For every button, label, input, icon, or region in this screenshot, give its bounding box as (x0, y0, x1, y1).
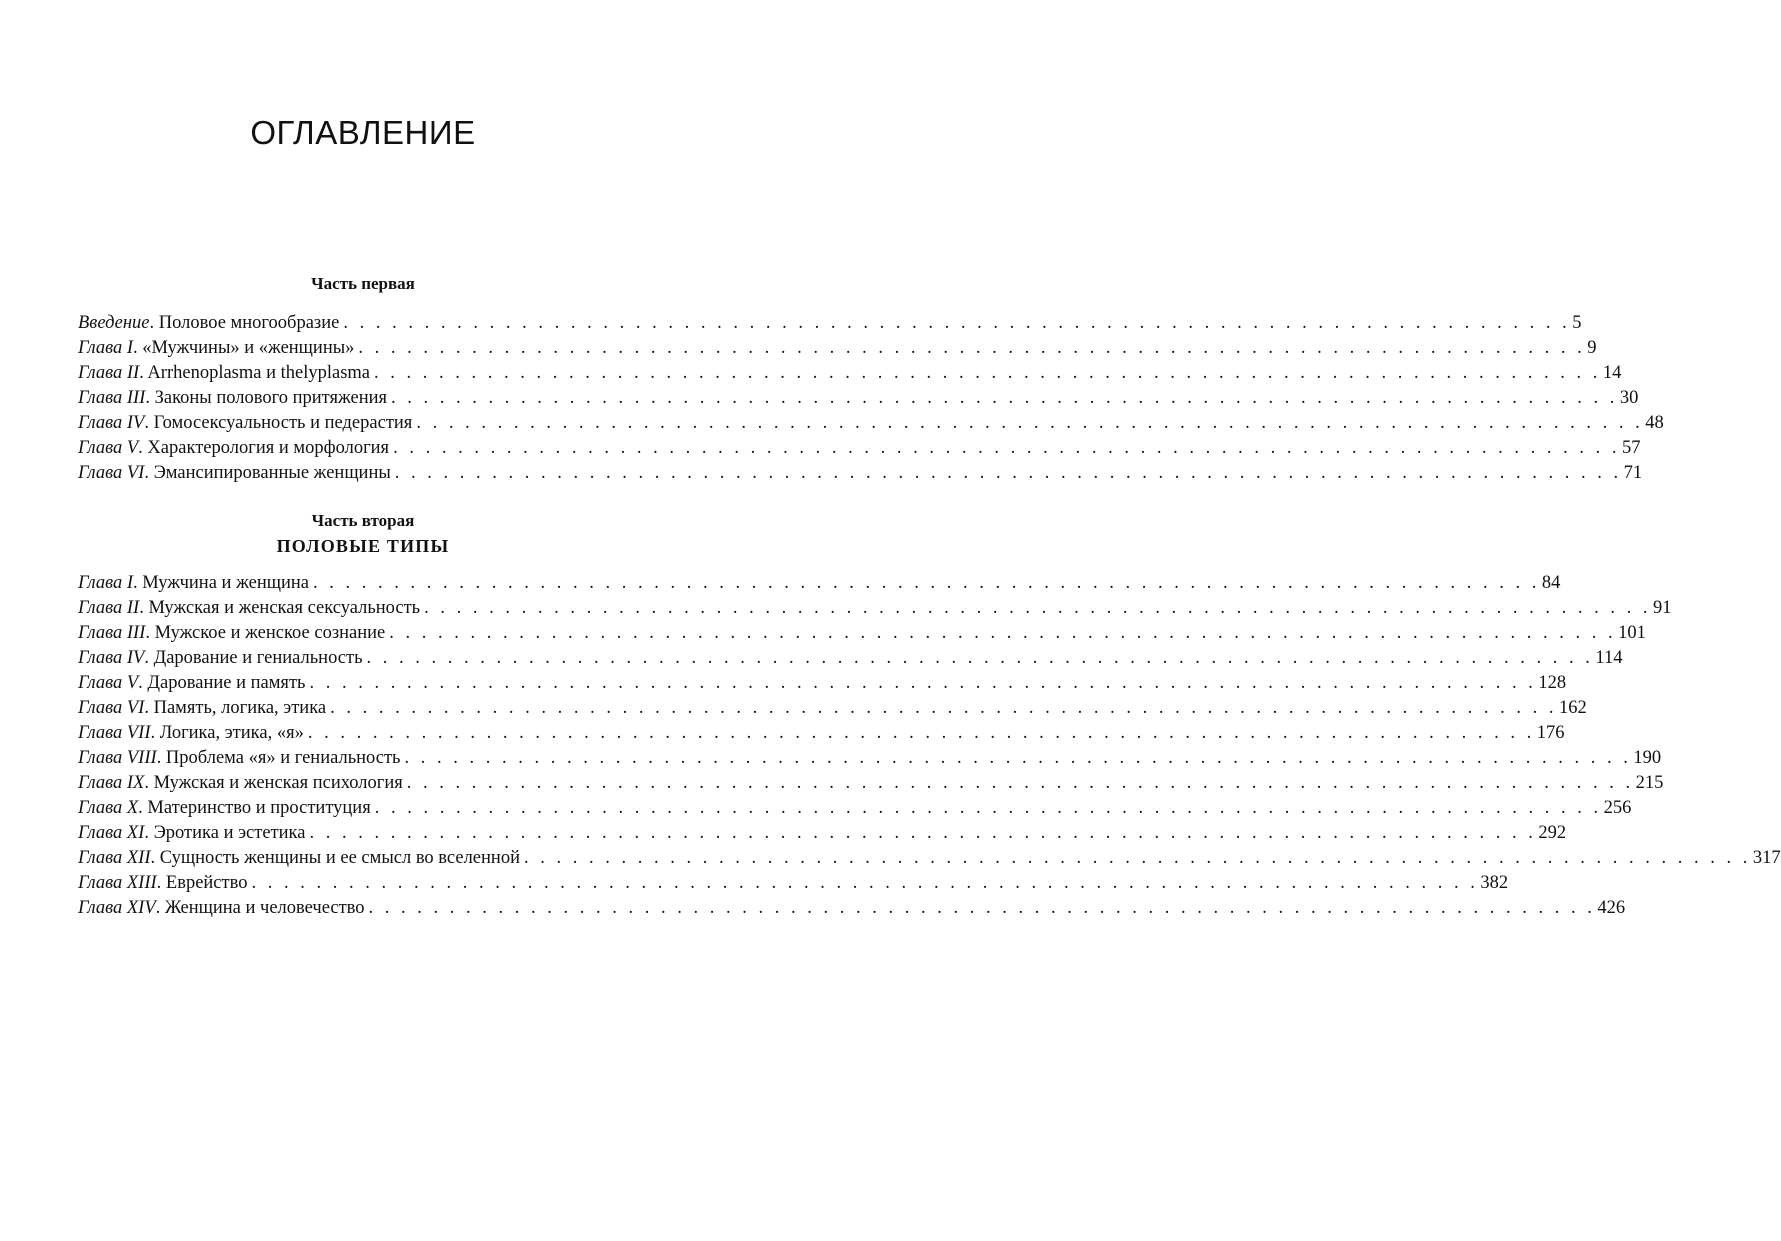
chapter-label: Глава XI (78, 823, 145, 843)
toc-part-two (78, 571, 1781, 921)
entry-title: Память, логика, этика (153, 698, 327, 718)
chapter-label: Глава I (78, 573, 134, 593)
page-number: 57 (1621, 438, 1641, 458)
chapter-label: Глава IV (78, 413, 145, 433)
toc-entry[interactable]: Введение. Половое многообразие . . . . . . . . . . . . . . . . . . . . . . . . . . . . . . . . . . . . . . . . . . . . . . . . . . . . . . . . . . . . . . . . . . . . . . . . . . . . 5 (78, 311, 648, 336)
toc-entry[interactable]: Глава XIV. Женщина и человечество . . . . . . . . . . . . . . . . . . . . . . . . . . . . . . . . . . . . . . . . . . . . . . . . . . . . . . . . . . . . . . . . . . . . . . . . . . . . 426 (78, 896, 648, 921)
chapter-label: Глава XIV (78, 898, 156, 918)
dot-leader: . . . . . . . . . . . . . . . . . . . . . . . . . . . . . . . . . . . . . . . . . . . . . . . . . . . . . . . . . . . . . . . . . . . . . . . . . . . . (343, 313, 1571, 333)
entry-title: Проблема «я» и гениальность (165, 748, 401, 768)
chapter-label: Глава VI (78, 463, 145, 483)
page-number: 101 (1618, 623, 1646, 643)
part-one-heading: Часть первая (311, 274, 415, 293)
toc-part-one (78, 311, 1664, 486)
dot-leader: . . . . . . . . . . . . . . . . . . . . . . . . . . . . . . . . . . . . . . . . . . . . . . . . . . . . . . . . . . . . . . . . . . . . . . . . . . . . (366, 648, 1594, 668)
entry-title: Законы полового притяжения (154, 388, 388, 408)
chapter-label: Глава I (78, 338, 134, 358)
entry-title: Дарование и память (147, 673, 306, 693)
toc-entry[interactable]: Глава III. Законы полового притяжения . . . . . . . . . . . . . . . . . . . . . . . . . . . . . . . . . . . . . . . . . . . . . . . . . . . . . . . . . . . . . . . . . . . . . . . . . . . . 30 (78, 386, 648, 411)
page-number: 91 (1653, 598, 1672, 618)
chapter-label: Глава XIII (78, 873, 157, 893)
toc-entry[interactable]: Глава I. Мужчина и женщина . . . . . . . . . . . . . . . . . . . . . . . . . . . . . . . . . . . . . . . . . . . . . . . . . . . . . . . . . . . . . . . . . . . . . . . . . . . . 84 (78, 571, 648, 596)
toc-entry[interactable]: Глава III. Мужское и женское сознание . . . . . . . . . . . . . . . . . . . . . . . . . . . . . . . . . . . . . . . . . . . . . . . . . . . . . . . . . . . . . . . . . . . . . . . . . . . . 101 (78, 621, 648, 646)
dot-leader: . . . . . . . . . . . . . . . . . . . . . . . . . . . . . . . . . . . . . . . . . . . . . . . . . . . . . . . . . . . . . . . . . . . . . . . . . . . . (307, 723, 1535, 743)
entry-title: Сущность женщины и ее смысл во вселенной (159, 848, 520, 868)
entry-title: Половое многообразие (158, 313, 340, 333)
toc-entry[interactable]: Глава X. Материнство и проституция . . . . . . . . . . . . . . . . . . . . . . . . . . . . . . . . . . . . . . . . . . . . . . . . . . . . . . . . . . . . . . . . . . . . . . . . . . . . 256 (78, 796, 648, 821)
page-number: 14 (1602, 363, 1622, 383)
dot-leader: . . . . . . . . . . . . . . . . . . . . . . . . . . . . . . . . . . . . . . . . . . . . . . . . . . . . . . . . . . . . . . . . . . . . . . . . . . . . (416, 413, 1644, 433)
chapter-label: Глава II (78, 363, 140, 383)
toc-entry[interactable]: Глава V. Дарование и память . . . . . . . . . . . . . . . . . . . . . . . . . . . . . . . . . . . . . . . . . . . . . . . . . . . . . . . . . . . . . . . . . . . . . . . . . . . . 128 (78, 671, 648, 696)
chapter-label: Глава XII (78, 848, 151, 868)
page-number: 128 (1538, 673, 1567, 693)
part-two-subtitle: ПОЛОВЫЕ ТИПЫ (276, 536, 450, 556)
page-number: 71 (1623, 463, 1643, 483)
entry-title: Гомосексуальность и педерастия (153, 413, 413, 433)
entry-title: Arrhenoplasma и thelyplasma (147, 363, 371, 383)
entry-title: Дарование и гениальность (153, 648, 363, 668)
entry-title: Материнство и проституция (147, 798, 371, 818)
toc-entry[interactable]: Глава IX. Мужская и женская психология . . . . . . . . . . . . . . . . . . . . . . . . . . . . . . . . . . . . . . . . . . . . . . . . . . . . . . . . . . . . . . . . . . . . . . . . . . . . 215 (78, 771, 648, 796)
toc-entry[interactable]: Глава VI. Память, логика, этика . . . . . . . . . . . . . . . . . . . . . . . . . . . . . . . . . . . . . . . . . . . . . . . . . . . . . . . . . . . . . . . . . . . . . . . . . . . . 162 (78, 696, 648, 721)
dot-leader: . . . . . . . . . . . . . . . . . . . . . . . . . . . . . . . . . . . . . . . . . . . . . . . . . . . . . . . . . . . . . . . . . . . . . . . . . . . . (404, 748, 1632, 768)
dot-leader: . . . . . . . . . . . . . . . . . . . . . . . . . . . . . . . . . . . . . . . . . . . . . . . . . . . . . . . . . . . . . . . . . . . . . . . . . . . . (309, 673, 1537, 693)
entry-title: Эмансипированные женщины (153, 463, 391, 483)
chapter-label: Глава IV (78, 648, 145, 668)
toc-entry[interactable]: Глава XI. Эротика и эстетика . . . . . . . . . . . . . . . . . . . . . . . . . . . . . . . . . . . . . . . . . . . . . . . . . . . . . . . . . . . . . . . . . . . . . . . . . . . . 292 (78, 821, 648, 846)
page-number: 30 (1619, 388, 1639, 408)
dot-leader: . . . . . . . . . . . . . . . . . . . . . . . . . . . . . . . . . . . . . . . . . . . . . . . . . . . . . . . . . . . . . . . . . . . . . . . . . . . . (330, 698, 1557, 718)
part-two-heading: Часть вторая (311, 511, 415, 530)
chapter-label: Глава V (78, 438, 139, 458)
toc-entry[interactable]: Глава VI. Эмансипированные женщины . . . . . . . . . . . . . . . . . . . . . . . . . . . . . . . . . . . . . . . . . . . . . . . . . . . . . . . . . . . . . . . . . . . . . . . . . . . . 71 (78, 461, 648, 486)
page-number: 5 (1572, 313, 1582, 333)
toc-entry[interactable]: Глава V. Характерология и морфология . . . . . . . . . . . . . . . . . . . . . . . . . . . . . . . . . . . . . . . . . . . . . . . . . . . . . . . . . . . . . . . . . . . . . . . . . . . . 57 (78, 436, 648, 461)
dot-leader: . . . . . . . . . . . . . . . . . . . . . . . . . . . . . . . . . . . . . . . . . . . . . . . . . . . . . . . . . . . . . . . . . . . . . . . . . . . . (523, 848, 1751, 868)
dot-leader: . . . . . . . . . . . . . . . . . . . . . . . . . . . . . . . . . . . . . . . . . . . . . . . . . . . . . . . . . . . . . . . . . . . . . . . . . . . . (406, 773, 1634, 793)
entry-title: Характерология и морфология (147, 438, 390, 458)
dot-leader: . . . . . . . . . . . . . . . . . . . . . . . . . . . . . . . . . . . . . . . . . . . . . . . . . . . . . . . . . . . . . . . . . . . . . . . . . . . . (312, 573, 1540, 593)
dot-leader: . . . . . . . . . . . . . . . . . . . . . . . . . . . . . . . . . . . . . . . . . . . . . . . . . . . . . . . . . . . . . . . . . . . . . . . . . . . . (358, 338, 1586, 358)
page-number: 190 (1633, 748, 1662, 768)
chapter-label: Глава II (78, 598, 140, 618)
page-number: 176 (1536, 723, 1565, 743)
page-number: 426 (1597, 898, 1626, 918)
page-number: 215 (1635, 773, 1664, 793)
chapter-label: Глава V (78, 673, 139, 693)
page-title: ОГЛАВЛЕНИЕ (250, 114, 476, 152)
toc-entry[interactable]: Глава VIII. Проблема «я» и гениальность . . . . . . . . . . . . . . . . . . . . . . . . . . . . . . . . . . . . . . . . . . . . . . . . . . . . . . . . . . . . . . . . . . . . . . . . . . . . 190 (78, 746, 648, 771)
dot-leader: . . . . . . . . . . . . . . . . . . . . . . . . . . . . . . . . . . . . . . . . . . . . . . . . . . . . . . . . . . . . . . . . . . . . . . . . . . . . (251, 873, 1479, 893)
entry-title: Логика, этика, «я» (159, 723, 304, 743)
entry-title: «Мужчины» и «женщины» (142, 338, 355, 358)
chapter-label: Введение (78, 313, 150, 333)
entry-title: Женщина и человечество (164, 898, 365, 918)
entry-title: Мужская и женская сексуальность (148, 598, 421, 618)
dot-leader: . . . . . . . . . . . . . . . . . . . . . . . . . . . . . . . . . . . . . . . . . . . . . . . . . . . . . . . . . . . . . . . . . . . . . . . . . . . . (374, 363, 1601, 383)
page-number: 9 (1587, 338, 1597, 358)
dot-leader: . . . . . . . . . . . . . . . . . . . . . . . . . . . . . . . . . . . . . . . . . . . . . . . . . . . . . . . . . . . . . . . . . . . . . . . . . . . . (389, 623, 1617, 643)
entry-title: Эротика и эстетика (153, 823, 306, 843)
entry-title: Еврейство (165, 873, 248, 893)
toc-entry[interactable]: Глава IV. Дарование и гениальность . . . . . . . . . . . . . . . . . . . . . . . . . . . . . . . . . . . . . . . . . . . . . . . . . . . . . . . . . . . . . . . . . . . . . . . . . . . . 114 (78, 646, 648, 671)
dot-leader: . . . . . . . . . . . . . . . . . . . . . . . . . . . . . . . . . . . . . . . . . . . . . . . . . . . . . . . . . . . . . . . . . . . . . . . . . . . . (374, 798, 1602, 818)
chapter-label: Глава VIII (78, 748, 157, 768)
chapter-label: Глава III (78, 388, 146, 408)
page-number: 256 (1603, 798, 1632, 818)
entry-title: Мужская и женская психология (153, 773, 403, 793)
entry-title: Мужское и женское сознание (154, 623, 386, 643)
toc-entry[interactable]: Глава VII. Логика, этика, «я» . . . . . . . . . . . . . . . . . . . . . . . . . . . . . . . . . . . . . . . . . . . . . . . . . . . . . . . . . . . . . . . . . . . . . . . . . . . . 176 (78, 721, 648, 746)
dot-leader: . . . . . . . . . . . . . . . . . . . . . . . . . . . . . . . . . . . . . . . . . . . . . . . . . . . . . . . . . . . . . . . . . . . . . . . . . . . . (393, 438, 1620, 458)
chapter-label: Глава III (78, 623, 146, 643)
dot-leader: . . . . . . . . . . . . . . . . . . . . . . . . . . . . . . . . . . . . . . . . . . . . . . . . . . . . . . . . . . . . . . . . . . . . . . . . . . . . (424, 598, 1651, 618)
dot-leader: . . . . . . . . . . . . . . . . . . . . . . . . . . . . . . . . . . . . . . . . . . . . . . . . . . . . . . . . . . . . . . . . . . . . . . . . . . . . (368, 898, 1596, 918)
page-number: 382 (1480, 873, 1509, 893)
page-number: 48 (1645, 413, 1664, 433)
chapter-label: Глава IX (78, 773, 145, 793)
toc-entry[interactable]: Глава IV. Гомосексуальность и педерастия . . . . . . . . . . . . . . . . . . . . . . . . . . . . . . . . . . . . . . . . . . . . . . . . . . . . . . . . . . . . . . . . . . . . . . . . . . . . 48 (78, 411, 648, 436)
toc-entry[interactable]: Глава XII. Сущность женщины и ее смысл во вселенной . . . . . . . . . . . . . . . . . . . . . . . . . . . . . . . . . . . . . . . . . . . . . . . . . . . . . . . . . . . . . . . . . . . . . . . . . . . . 317 (78, 846, 648, 871)
chapter-label: Глава X (78, 798, 139, 818)
page-number: 114 (1595, 648, 1623, 668)
dot-leader: . . . . . . . . . . . . . . . . . . . . . . . . . . . . . . . . . . . . . . . . . . . . . . . . . . . . . . . . . . . . . . . . . . . . . . . . . . . . (391, 388, 1618, 408)
dot-leader: . . . . . . . . . . . . . . . . . . . . . . . . . . . . . . . . . . . . . . . . . . . . . . . . . . . . . . . . . . . . . . . . . . . . . . . . . . . . (394, 463, 1622, 483)
page-number: 162 (1559, 698, 1587, 718)
page-number: 317 (1752, 848, 1781, 868)
toc-entry[interactable]: Глава I. «Мужчины» и «женщины» . . . . . . . . . . . . . . . . . . . . . . . . . . . . . . . . . . . . . . . . . . . . . . . . . . . . . . . . . . . . . . . . . . . . . . . . . . . . 9 (78, 336, 648, 361)
page-number: 292 (1538, 823, 1567, 843)
dot-leader: . . . . . . . . . . . . . . . . . . . . . . . . . . . . . . . . . . . . . . . . . . . . . . . . . . . . . . . . . . . . . . . . . . . . . . . . . . . . (309, 823, 1537, 843)
chapter-label: Глава VII (78, 723, 151, 743)
toc-entry[interactable]: Глава II. Arrhenoplasma и thelyplasma . . . . . . . . . . . . . . . . . . . . . . . . . . . . . . . . . . . . . . . . . . . . . . . . . . . . . . . . . . . . . . . . . . . . . . . . . . . . 14 (78, 361, 648, 386)
chapter-label: Глава VI (78, 698, 145, 718)
toc-entry[interactable]: Глава II. Мужская и женская сексуальность . . . . . . . . . . . . . . . . . . . . . . . . . . . . . . . . . . . . . . . . . . . . . . . . . . . . . . . . . . . . . . . . . . . . . . . . . . . . 91 (78, 596, 648, 621)
entry-title: Мужчина и женщина (142, 573, 309, 593)
page-number: 84 (1541, 573, 1561, 593)
toc-entry[interactable]: Глава XIII. Еврейство . . . . . . . . . . . . . . . . . . . . . . . . . . . . . . . . . . . . . . . . . . . . . . . . . . . . . . . . . . . . . . . . . . . . . . . . . . . . 382 (78, 871, 648, 896)
